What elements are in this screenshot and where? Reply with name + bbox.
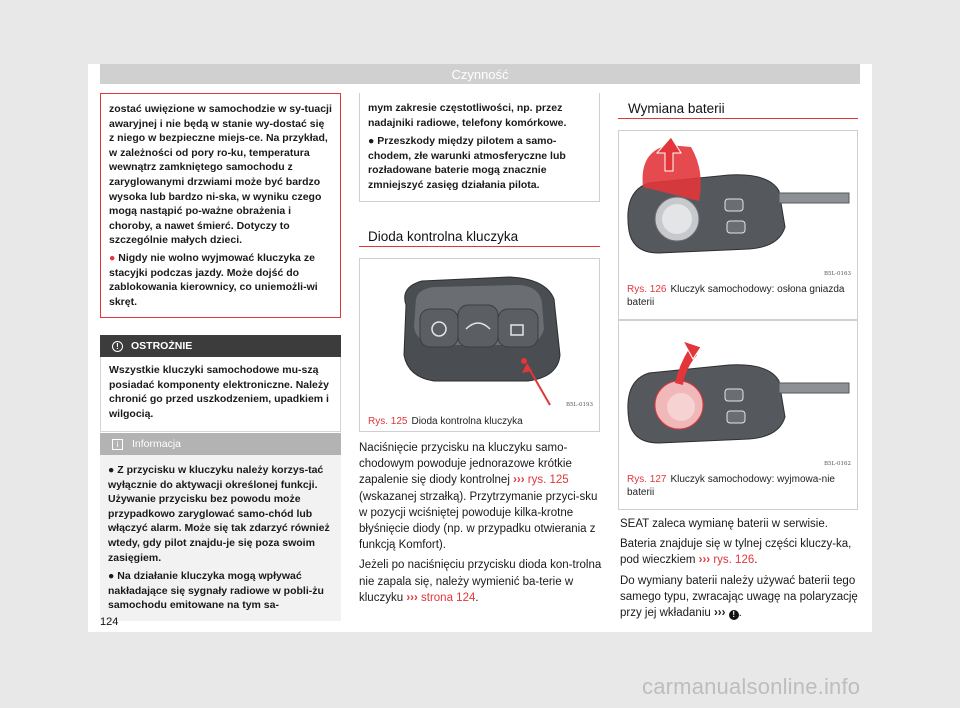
paragraph xyxy=(620,573,860,622)
page-link[interactable] xyxy=(406,592,475,604)
paragraph-text: Jeżeli po naciśnięciu przycisku dioda kon-trolna nie zapala się, należy wymienić ba-terie w kluczyku xyxy=(359,559,602,604)
key-fob-icon xyxy=(619,321,857,471)
info-bullet-text: Z przycisku w kluczyku należy korzys-tać wyłącznie do aktywacji określonej funkcji. Używanie przycisku bez powodu może przypadkowo zaryglować samo-chód lub włączyć alarm. Może się tak zdarzyć również wtedy, gdy pilot znajdu-je się poza swoim zasięgiem. xyxy=(108,464,330,564)
info-bullet-text: Na działanie kluczyka mogą wpływać nakładające się sygnały radiowe w pobli-żu samochodu emitowane na tym sa- xyxy=(108,570,324,612)
warning-bullet-text: Przeszkody między pilotem a samo-chodem, złe warunki atmosferyczne lub rozładowane baterie mogą znacznie zmniejszyć zasięg działania pilota. xyxy=(368,135,566,191)
paragraph-text: Do wymiany baterii należy używać baterii tego samego typu, zwracając uwagę na polaryzację przy jej wkładaniu xyxy=(620,574,858,620)
chevron-icon: ››› xyxy=(513,474,525,487)
bullet-icon: ● xyxy=(109,251,116,264)
paragraph-text: . xyxy=(475,591,479,604)
warning-box xyxy=(100,93,341,318)
figure-battery-removal xyxy=(618,320,858,510)
info-bullet-item xyxy=(108,569,333,613)
caution-box xyxy=(100,335,341,432)
bullet-icon: ● xyxy=(108,464,115,476)
battery-body-text xyxy=(620,516,860,621)
paragraph-text: Bateria znajduje się w tylnej części kluczy-ka, pod wieczkiem xyxy=(620,538,852,567)
warning-bullet-text: Nigdy nie wolno wyjmować kluczyka ze stacyjki podczas jazdy. Może dojść do zablokowania kierownicy, co uniemożli-wi skręt. xyxy=(109,251,318,308)
figure-link[interactable] xyxy=(698,554,758,567)
figure-battery-cover xyxy=(618,130,858,320)
figure-key-diode xyxy=(359,258,600,432)
paragraph-text: . xyxy=(738,607,742,620)
figure-label: Rys. 125 xyxy=(368,416,408,427)
warning-icon[interactable]: ! xyxy=(729,610,739,620)
warning-continued-text: mym zakresie częstotliwości, np. przez nadajniki radiowe, telefony komórkowe. xyxy=(368,102,567,129)
battery-cover-illustration xyxy=(619,131,857,281)
figure-code: B5L-0163 xyxy=(823,271,851,277)
warning-bullet-item xyxy=(109,251,332,309)
section-title-diode: Dioda kontrolna kluczyka xyxy=(368,229,519,244)
key-fob-icon xyxy=(619,131,857,281)
paragraph xyxy=(620,536,860,568)
figure-label: Rys. 126 xyxy=(627,284,667,295)
warning-bullet-item xyxy=(368,134,591,192)
chevron-icon: ››› xyxy=(713,607,726,620)
warning-text: zostać uwięzione w samochodzie w sy-tuacji awaryjnej i nie będą w stanie wy-dostać się z niego w bezpieczne miejs-ce. Na przykład, w zależności od pory ro-ku, temperatura wewnątrz zamkniętego samochodu z zaryglowanymi drzwiami może być bardzo wysoka lub bardzo ni-ska, w wyniku czego mogą nastąpić po-ważne obrażenia i choroby, a nawet śmierć. Dotyczy to szczególnie małych dzieci. xyxy=(109,103,332,247)
bullet-icon: ● xyxy=(108,570,115,583)
info-title: Informacja xyxy=(132,438,182,450)
diode-body-text xyxy=(359,440,604,606)
caution-title: OSTROŻNIE xyxy=(131,340,193,352)
figure-link[interactable] xyxy=(513,474,569,486)
info-box xyxy=(100,433,341,621)
chevron-icon: ››› xyxy=(406,591,418,604)
figure-caption-text: Dioda kontrolna kluczyka xyxy=(411,416,523,427)
watermark: carmanualsonline.info xyxy=(642,674,861,699)
key-fob-icon xyxy=(360,259,599,409)
warning-continued-box xyxy=(359,93,600,202)
caution-header xyxy=(100,335,341,357)
paragraph: SEAT zaleca wymianę baterii w serwisie. xyxy=(620,518,828,530)
section-title-battery: Wymiana baterii xyxy=(628,101,725,116)
page-number: 124 xyxy=(100,616,119,628)
paragraph xyxy=(359,557,604,606)
battery-removal-illustration xyxy=(619,321,857,471)
caution-icon: ! xyxy=(112,341,123,352)
figure-code: B5L-0162 xyxy=(823,461,851,467)
link-text: rys. 125 xyxy=(527,474,569,487)
paragraph-text: . xyxy=(754,554,758,567)
section-rule xyxy=(359,246,600,247)
info-bullet-item xyxy=(108,463,333,565)
page-header-title: Czynność xyxy=(451,67,509,82)
paragraph-text: Naciśnięcie przycisku na kluczyku samo-chodowym powoduje jednorazowe krótkie zapalenie się diody kontrolnej xyxy=(359,442,572,487)
paragraph-text: (wskazanej strzałką). Przytrzymanie przyci-sku w pozycji wciśniętej powoduje kilka-krotne błyśnięcie diody (np. w przypadku otwierania z funkcją Komfort). xyxy=(359,490,598,552)
figure-caption xyxy=(627,474,851,499)
section-rule xyxy=(618,118,858,119)
figure-code: B5L-0193 xyxy=(565,402,593,408)
info-body xyxy=(100,455,341,621)
figure-caption-text: Kluczyk samochodowy: osłona gniazda baterii xyxy=(627,284,845,308)
caution-text: Wszystkie kluczyki samochodowe mu-szą posiadać komponenty elektroniczne. Należy chronić go przed uszkodzeniem, upadkiem i wilgocią. xyxy=(100,357,341,432)
paragraph xyxy=(359,440,604,553)
figure-caption xyxy=(627,284,851,309)
info-icon: i xyxy=(112,439,123,450)
figure-caption xyxy=(368,416,523,429)
link-text: strona 124 xyxy=(421,591,476,604)
link-text: rys. 126 xyxy=(713,554,755,567)
figure-caption-text: Kluczyk samochodowy: wyjmowa-nie baterii xyxy=(627,474,835,498)
chevron-icon: ››› xyxy=(698,554,711,567)
info-header xyxy=(100,433,341,455)
bullet-icon: ● xyxy=(368,135,375,148)
key-diode-illustration xyxy=(360,259,599,409)
figure-label: Rys. 127 xyxy=(627,474,667,485)
